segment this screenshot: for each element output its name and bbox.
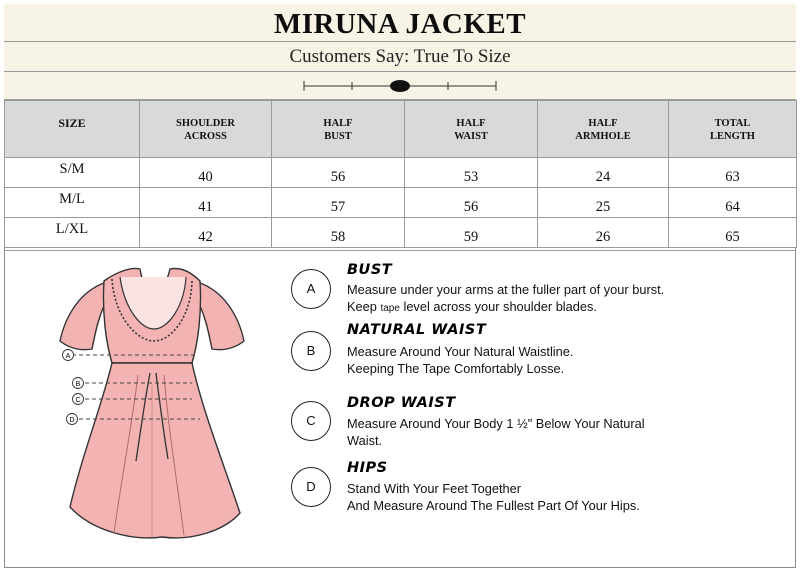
- table-cell: 57: [272, 188, 405, 218]
- column-header-shoulder: SHOULDER ACROSS: [140, 101, 272, 158]
- table-cell: 40: [140, 158, 272, 188]
- instruction-hips: [291, 460, 771, 527]
- column-header-length: TOTAL LENGTH: [669, 101, 797, 158]
- table-cell: 24: [538, 158, 669, 188]
- table-row: [5, 188, 797, 218]
- instruction-heading: NATURAL WAIST: [347, 322, 487, 338]
- instruction-text: Stand With Your Feet Together And Measure Around The Fullest Part Of Your Hips.: [347, 481, 640, 513]
- table-cell: 64: [669, 188, 797, 218]
- instruction-bust: [291, 262, 771, 329]
- instruction-text: Measure Around Your Natural Waistline. Keeping The Tape Comfortably Losse.: [347, 344, 574, 376]
- marker-b-label: B: [75, 381, 81, 388]
- table-cell: 56: [405, 188, 538, 218]
- column-header-waist: HALF WAIST: [405, 101, 538, 158]
- title-bar: [4, 4, 796, 42]
- size-cell: L/XL: [5, 218, 140, 248]
- page-subtitle: Customers Say: True To Size: [289, 46, 511, 67]
- letter-badge-a: A: [291, 269, 331, 309]
- subtitle-bar: [4, 42, 796, 72]
- letter-badge-d: D: [291, 467, 331, 507]
- page-title: MIRUNA JACKET: [273, 8, 527, 40]
- table-cell: 63: [669, 158, 797, 188]
- table-cell: 58: [272, 218, 405, 248]
- letter-badge-c: C: [291, 401, 331, 441]
- instruction-heading: BUST: [347, 262, 393, 278]
- marker-d-label: D: [69, 417, 75, 424]
- instruction-drop-waist: [291, 395, 771, 461]
- table-cell: 56: [272, 158, 405, 188]
- table-cell: 26: [538, 218, 669, 248]
- ornament-bar: [4, 72, 796, 100]
- column-header-bust: HALF BUST: [272, 101, 405, 158]
- column-header-armhole: HALF ARMHOLE: [538, 101, 669, 158]
- table-row: [5, 218, 797, 248]
- table-cell: 65: [669, 218, 797, 248]
- instruction-text: Measure under your arms at the fuller part of your burst. Keep tape level across your shoulder blades.: [347, 282, 665, 314]
- measurement-guide: [4, 250, 796, 568]
- table-cell: 25: [538, 188, 669, 218]
- table-cell: 59: [405, 218, 538, 248]
- instruction-heading: HIPS: [347, 460, 388, 476]
- column-header-size: SIZE: [5, 101, 140, 158]
- marker-c-label: C: [75, 397, 81, 404]
- size-chart-table: [4, 100, 797, 248]
- table-header-row: [5, 101, 797, 158]
- table-cell: 41: [140, 188, 272, 218]
- marker-a-label: A: [65, 353, 71, 360]
- instruction-heading: DROP WAIST: [347, 395, 456, 411]
- instruction-text: Measure Around Your Body 1 ½" Below Your Natural Waist.: [347, 416, 645, 448]
- table-cell: 42: [140, 218, 272, 248]
- size-cell: S/M: [5, 158, 140, 188]
- instruction-natural-waist: [291, 322, 771, 391]
- dress-illustration: [52, 255, 252, 555]
- table-cell: 53: [405, 158, 538, 188]
- table-row: [5, 158, 797, 188]
- ornament-divider-icon: [300, 75, 500, 97]
- letter-badge-b: B: [291, 331, 331, 371]
- size-cell: M/L: [5, 188, 140, 218]
